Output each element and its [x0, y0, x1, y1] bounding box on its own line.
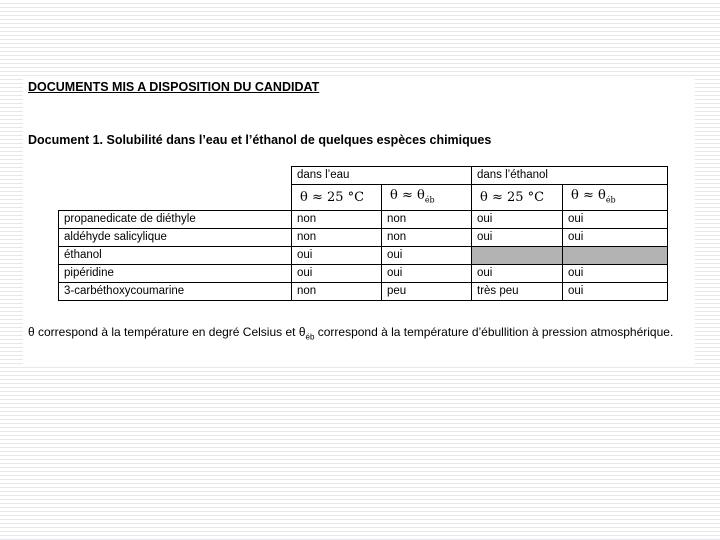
value-cell: non — [382, 229, 472, 247]
value-cell: oui — [382, 247, 472, 265]
value-cell: non — [292, 211, 382, 229]
value-cell: non — [382, 211, 472, 229]
group-header-ethanol: dans l’éthanol — [472, 167, 668, 185]
table-row — [59, 229, 668, 247]
value-cell: non — [292, 283, 382, 301]
value-cell: oui — [563, 283, 668, 301]
species-cell: pipéridine — [59, 265, 292, 283]
value-cell: oui — [563, 265, 668, 283]
value-cell: non — [292, 229, 382, 247]
document-title: Document 1. Solubilité dans l’eau et l’éthanol de quelques espèces chimiques — [28, 133, 492, 147]
condition-ethanol-25: θ ≈ 25 °C — [472, 185, 563, 211]
value-cell: peu — [382, 283, 472, 301]
species-cell: aldéhyde salicylique — [59, 229, 292, 247]
condition-water-boiling — [382, 185, 472, 211]
table-row — [59, 247, 668, 265]
value-cell: oui — [382, 265, 472, 283]
condition-header-row — [59, 185, 668, 211]
value-cell: oui — [472, 265, 563, 283]
document-sheet — [23, 76, 695, 366]
table-row — [59, 211, 668, 229]
condition-subscript: éb — [605, 195, 616, 205]
condition-ethanol-boiling — [563, 185, 668, 211]
condition-text: θ ≈ θ — [390, 187, 425, 203]
solubility-table — [58, 166, 668, 301]
group-header-row — [59, 167, 668, 185]
value-cell: oui — [292, 265, 382, 283]
species-cell: 3-carbéthoxycoumarine — [59, 283, 292, 301]
condition-subscript: éb — [424, 195, 435, 205]
value-cell: oui — [292, 247, 382, 265]
value-cell: oui — [472, 229, 563, 247]
greyed-cell — [563, 247, 668, 265]
value-cell: oui — [563, 229, 668, 247]
greyed-cell — [472, 247, 563, 265]
condition-water-25: θ ≈ 25 °C — [292, 185, 382, 211]
condition-text: θ ≈ θ — [571, 187, 606, 203]
value-cell: oui — [563, 211, 668, 229]
empty-corner-cell — [59, 185, 292, 211]
footnote-text-end: correspond à la température d’ébullition à pression atmosphérique. — [314, 325, 674, 339]
species-cell: propanedicate de diéthyle — [59, 211, 292, 229]
species-cell: éthanol — [59, 247, 292, 265]
table-row — [59, 283, 668, 301]
footnote-text: θ correspond à la température en degré Celsius et θ — [28, 325, 306, 339]
group-header-water: dans l’eau — [292, 167, 472, 185]
table-row — [59, 265, 668, 283]
empty-corner-cell — [59, 167, 292, 185]
section-heading: DOCUMENTS MIS A DISPOSITION DU CANDIDAT — [28, 80, 320, 94]
footnote-subscript: éb — [305, 332, 315, 342]
value-cell: oui — [472, 211, 563, 229]
footnote — [28, 323, 693, 346]
value-cell: très peu — [472, 283, 563, 301]
